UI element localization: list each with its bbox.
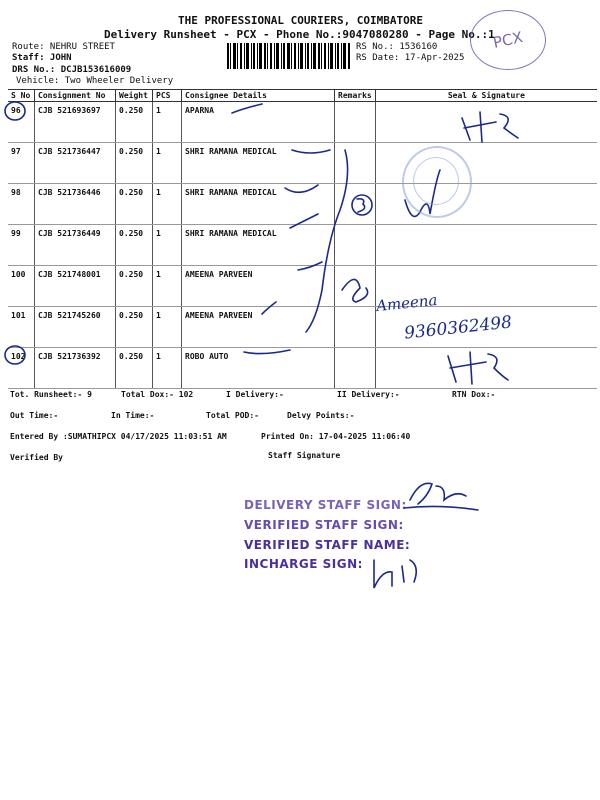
rtn-dox: RTN Dox:- (452, 390, 496, 399)
row-pcs: 1 (156, 270, 161, 279)
col-sno: S No (8, 90, 35, 102)
row-consignee: SHRI RAMANA MEDICAL (185, 147, 277, 156)
verified-by: Verified By (10, 453, 63, 462)
row-sno: 100 (11, 270, 26, 279)
row-consignment: CJB 521736446 (38, 188, 101, 197)
verified-staff-name: VERIFIED STAFF NAME: (244, 538, 411, 552)
rs-date: RS Date: 17-Apr-2025 (356, 53, 465, 63)
row-sno: 99 (11, 229, 21, 238)
row-consignee: APARNA (185, 106, 214, 115)
row-pcs: 1 (156, 147, 161, 156)
row-weight: 0.250 (119, 188, 144, 197)
pcx-stamp-text: PCX (491, 28, 525, 52)
row-weight: 0.250 (119, 352, 144, 361)
ii-delivery: II Delivery:- (337, 390, 400, 399)
col-remarks: Remarks (335, 90, 376, 102)
row-consignment: CJB 521745260 (38, 311, 101, 320)
tot-runsheet: Tot. Runsheet:- 9 (10, 390, 92, 399)
col-weight: Weight (116, 90, 153, 102)
verified-staff-sign: VERIFIED STAFF SIGN: (244, 518, 404, 532)
row-weight: 0.250 (119, 311, 144, 320)
row-weight: 0.250 (119, 147, 144, 156)
row-consignee: SHRI RAMANA MEDICAL (185, 188, 277, 197)
row-pcs: 1 (156, 352, 161, 361)
row-sno: 101 (11, 311, 26, 320)
row-consignment: CJB 521693697 (38, 106, 101, 115)
out-time: Out Time:- (10, 411, 59, 420)
row-weight: 0.250 (119, 106, 144, 115)
delvy-points: Delvy Points:- (287, 411, 355, 420)
col-pcs: PCS (153, 90, 182, 102)
delivery-staff-sign: DELIVERY STAFF SIGN: (244, 498, 407, 512)
i-delivery: I Delivery:- (226, 390, 284, 399)
drs-number: DRS No.: DCJB153616009 (12, 65, 132, 75)
row-sno: 98 (11, 188, 21, 197)
row-pcs: 1 (156, 188, 161, 197)
row-consignment: CJB 521736449 (38, 229, 101, 238)
runsheet-line: Delivery Runsheet - PCX - Phone No.:9047080280 - Page No.:1 (104, 28, 495, 41)
rs-number: RS No.: 1536160 (356, 42, 438, 52)
row-consignee: ROBO AUTO (185, 352, 229, 361)
row-sno: 96 (11, 106, 21, 115)
row-consignment: CJB 521748001 (38, 270, 101, 279)
total-dox: Total Dox:- 102 (121, 390, 194, 399)
company-title: THE PROFESSIONAL COURIERS, COIMBATORE (178, 14, 424, 27)
in-time: In Time:- (111, 411, 155, 420)
phone-handwriting: 9360362498 (403, 312, 513, 344)
row-consignment: CJB 521736392 (38, 352, 101, 361)
row-consignee: AMEENA PARVEEN (185, 270, 253, 279)
row-sno: 102 (11, 352, 26, 361)
row-sno: 97 (11, 147, 21, 156)
col-consignee: Consignee Details (182, 90, 335, 102)
receiver-name-handwriting: Ameena (375, 290, 439, 316)
row-pcs: 1 (156, 311, 161, 320)
row-consignee: AMEENA PARVEEN (185, 311, 253, 320)
staff-label: Staff: JOHN (12, 53, 72, 63)
row-consignment: CJB 521736447 (38, 147, 101, 156)
row-weight: 0.250 (119, 229, 144, 238)
row-pcs: 1 (156, 106, 161, 115)
incharge-sign: INCHARGE SIGN: (244, 557, 363, 571)
total-pod: Total POD:- (206, 411, 259, 420)
row-consignee: SHRI RAMANA MEDICAL (185, 229, 277, 238)
row-pcs: 1 (156, 229, 161, 238)
row-weight: 0.250 (119, 270, 144, 279)
staff-signature: Staff Signature (268, 451, 341, 460)
vehicle-label: Vehicle: Two Wheeler Delivery (16, 76, 174, 86)
route-label: Route: NEHRU STREET (12, 42, 115, 52)
col-consignment: Consignment No (35, 90, 116, 102)
col-seal: Seal & Signature (375, 90, 597, 102)
entered-by: Entered By :SUMATHIPCX 04/17/2025 11:03:51 AM (10, 432, 227, 441)
printed-on: Printed On: 17-04-2025 11:06:40 (261, 432, 411, 441)
faded-seal (402, 146, 472, 218)
